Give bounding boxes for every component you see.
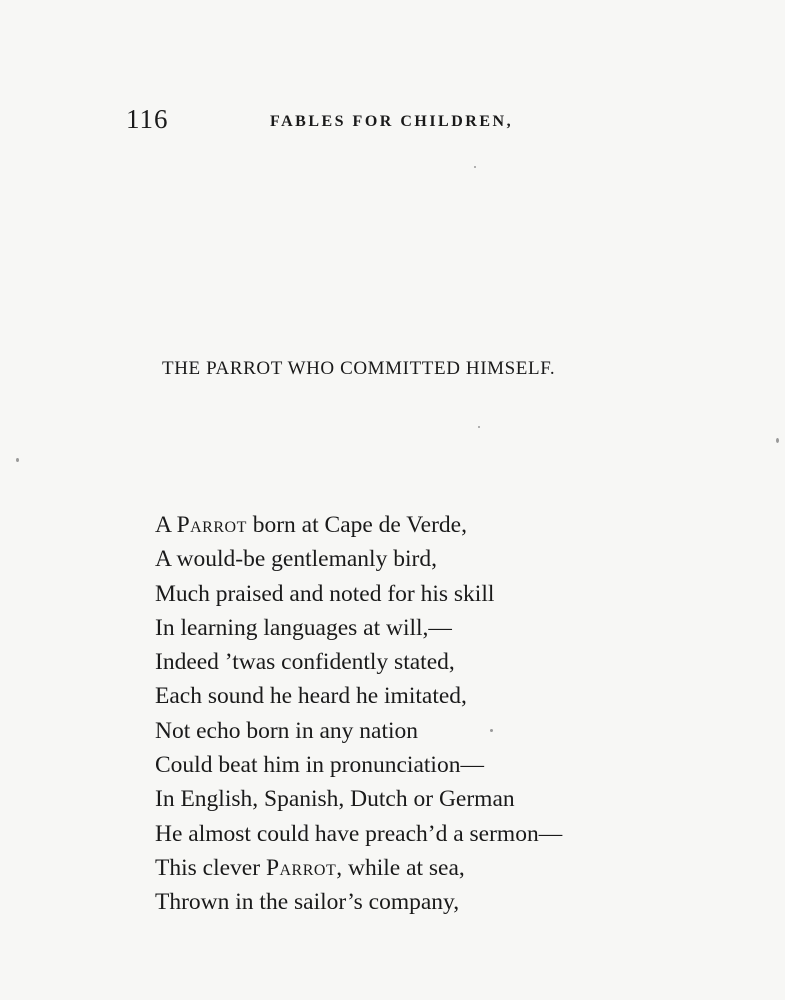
poem-line: He almost could have preach’d a sermon— [155,820,563,847]
poem-line: Could beat him in pronunciation— [155,752,484,779]
poem-line: This clever Parrot, while at sea, [155,854,465,881]
paper-speck [478,426,480,428]
poem-line: Much praised and noted for his skill [155,580,495,607]
poem-line: In English, Spanish, Dutch or German [155,786,515,813]
poem-line: Thrown in the sailor’s company, [155,889,460,916]
page-number: 116 [126,104,169,134]
paper-speck [776,438,779,443]
paper-speck [490,729,493,732]
poem-line: Each sound he heard he imitated, [155,683,467,710]
poem-body [155,508,562,920]
fable-title: THE PARROT WHO COMMITTED HIMSELF. [162,358,556,379]
poem-line: A Parrot born at Cape de Verde, [155,512,467,538]
paper-speck [16,458,19,462]
poem-line: Not echo born in any nation [155,717,419,744]
poem-line: Indeed ’twas confidently stated, [155,649,455,676]
running-head: FABLES FOR CHILDREN, [270,113,514,130]
poem-line: In learning languages at will,— [155,614,452,641]
poem-line: A would-be gentlemanly bird, [155,546,437,573]
paper-speck [474,166,476,168]
